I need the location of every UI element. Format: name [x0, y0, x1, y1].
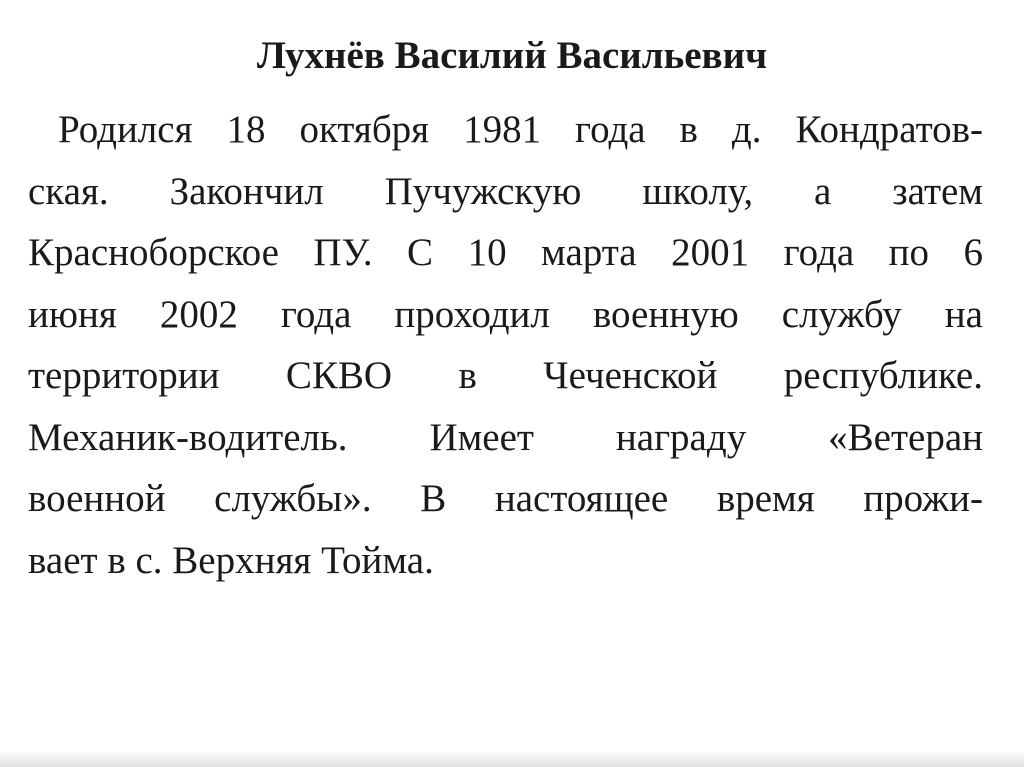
page-title: Лухнёв Василий Васильевич [256, 34, 768, 77]
text-line: июня 2002 года проходил военную службу на [28, 292, 983, 336]
slide-bottom-shadow [0, 751, 1024, 767]
text-line: территории СКВО в Чеченской республике. [28, 354, 983, 397]
biography-text [28, 99, 983, 591]
text-line: военной службы». В настоящее время прожи- [28, 477, 983, 520]
text-line: Родился 18 октября 1981 года в д. Кондратов- [58, 108, 983, 151]
text-line: Механик-водитель. Имеет награду «Ветеран [28, 415, 983, 459]
text-line: Красноборское ПУ. С 10 марта 2001 года по 6 [28, 231, 983, 274]
text-line: ская. Закончил Пучужскую школу, а затем [28, 169, 983, 213]
text-line: вает в с. Верхняя Тойма. [28, 538, 434, 582]
